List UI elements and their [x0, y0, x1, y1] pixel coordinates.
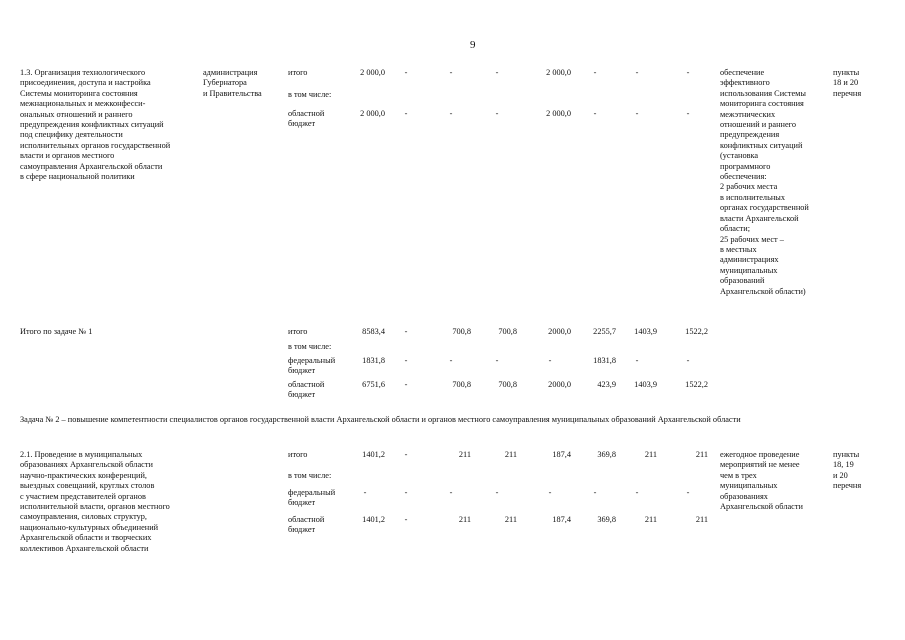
item-1-3-cell: 2 000,0: [360, 109, 385, 118]
total-task-1-cell: 700,8: [498, 380, 517, 389]
item-1-3-cell: -: [404, 109, 408, 118]
item-2-1-cell: 211: [695, 450, 708, 459]
total-task-1-cell: 423,9: [597, 380, 616, 389]
item-1-3-result: обеспечение эффективного использования Системы мониторинга состояния межэтнических отношений и раннего предупреждения конфликтных ситуаций (установка программного обеспечения: 2 рабочих места в исполнительных органах государственной власти Архангельской области; 25 рабочих мест – в местных администрациях муниципальных образований Архангельской области): [720, 68, 809, 296]
total-task-1-cell: 1831,8: [593, 356, 616, 365]
total-task-1-cell: 1831,8: [362, 356, 385, 365]
item-1-3-cell: -: [449, 109, 453, 118]
total-task-1-cell: 700,8: [498, 327, 517, 336]
item-2-1-cell: 369,8: [597, 515, 616, 524]
item-1-3-cell: -: [495, 68, 499, 77]
item-2-1-row-label: в том числе:: [288, 471, 332, 480]
item-2-1-cell: 211: [504, 450, 517, 459]
total-task-1-row-label: федеральный бюджет: [288, 356, 336, 376]
item-1-3-cell: 2 000,0: [546, 109, 571, 118]
item-2-1-cell: -: [404, 488, 408, 497]
item-1-3-cell: 2 000,0: [546, 68, 571, 77]
item-2-1-cell: 1401,2: [362, 450, 385, 459]
item-2-1-description: 2.1. Проведение в муниципальных образованиях Архангельской области научно-практических конференций, выездных совещаний, круглых столов с участием представителей органов исполнительной власти, органов местного самоуправления, силовых структур, национально-культурных объединений Архангельской области и творческих коллективов Архангельской области: [20, 450, 170, 553]
item-1-3-cell: -: [495, 109, 499, 118]
item-2-1-cell: 369,8: [597, 450, 616, 459]
total-task-1-cell: 1403,9: [634, 327, 657, 336]
total-task-1-row-label: в том числе:: [288, 342, 332, 351]
item-2-1-cell: -: [363, 488, 367, 497]
total-task-1-cell: -: [404, 356, 408, 365]
total-task-1-cell: -: [686, 356, 690, 365]
item-2-1-cell: -: [449, 488, 453, 497]
total-task-1-cell: -: [404, 327, 408, 336]
item-1-3-cell: -: [635, 68, 639, 77]
item-1-3-row-label: областной бюджет: [288, 109, 325, 129]
total-task-1-cell: -: [449, 356, 453, 365]
total-task-1-cell: 6751,6: [362, 380, 385, 389]
task-2-heading: Задача № 2 – повышение компетентности специалистов органов государственной власти Архангельской области и органов местного самоуправления муниципальных образований Архангельской области: [20, 415, 741, 424]
total-task-1-cell: 8583,4: [362, 327, 385, 336]
item-1-3-executor: администрация Губернатора и Правительства: [203, 68, 262, 98]
item-2-1-cell: 211: [644, 450, 657, 459]
item-2-1-cell: -: [635, 488, 639, 497]
item-2-1-cell: 211: [458, 515, 471, 524]
item-2-1-row-label: итого: [288, 450, 308, 459]
item-2-1-cell: -: [404, 450, 408, 459]
item-1-3-cell: -: [449, 68, 453, 77]
item-1-3-cell: -: [635, 109, 639, 118]
item-1-3-cell: -: [404, 68, 408, 77]
total-task-1-cell: 2000,0: [548, 327, 571, 336]
total-task-1-cell: 1522,2: [685, 327, 708, 336]
total-task-1-cell: 1522,2: [685, 380, 708, 389]
item-2-1-cell: -: [593, 488, 597, 497]
total-task-1-row-label: областной бюджет: [288, 380, 325, 400]
total-task-1-cell: -: [635, 356, 639, 365]
item-2-1-cell: 1401,2: [362, 515, 385, 524]
total-task-1-cell: 700,8: [452, 380, 471, 389]
total-task-1-cell: -: [404, 380, 408, 389]
item-1-3-row-label: в том числе:: [288, 90, 332, 99]
item-1-3-cell: -: [686, 68, 690, 77]
item-2-1-cell: -: [404, 515, 408, 524]
item-2-1-result: ежегодное проведение мероприятий не менее чем в трех муниципальных образованиях Архангельской области: [720, 450, 803, 512]
total-task-1-label: Итого по задаче № 1: [20, 327, 93, 336]
item-2-1-cell: -: [686, 488, 690, 497]
total-task-1-cell: 2000,0: [548, 380, 571, 389]
item-1-3-cell: 2 000,0: [360, 68, 385, 77]
item-2-1-cell: -: [495, 488, 499, 497]
item-1-3-description: 1.3. Организация технологического присоединения, доступа и настройка Системы мониторинга состояния межнациональных и межконфесси- ональных отношений и раннего предупреждения конфликтных ситуаций под специфику деятельности исполнительных органов государственной власти и органов местного самоуправления Архангельской области в сфере национальной политики: [20, 68, 171, 182]
total-task-1-cell: 700,8: [452, 327, 471, 336]
page-number: 9: [470, 39, 476, 51]
item-2-1-cell: 211: [695, 515, 708, 524]
item-1-3-link: пункты 18 и 20 перечня: [833, 68, 862, 98]
item-2-1-link: пункты 18, 19 и 20 перечня: [833, 450, 862, 491]
item-1-3-cell: -: [593, 68, 597, 77]
total-task-1-row-label: итого: [288, 327, 308, 336]
item-2-1-cell: 211: [458, 450, 471, 459]
item-2-1-cell: -: [548, 488, 552, 497]
item-1-3-row-label: итого: [288, 68, 308, 77]
item-2-1-row-label: областной бюджет: [288, 515, 325, 535]
item-2-1-cell: 211: [644, 515, 657, 524]
item-1-3-cell: -: [686, 109, 690, 118]
total-task-1-cell: -: [548, 356, 552, 365]
total-task-1-cell: 2255,7: [593, 327, 616, 336]
item-2-1-cell: 187,4: [552, 515, 571, 524]
item-1-3-cell: -: [593, 109, 597, 118]
item-2-1-cell: 187,4: [552, 450, 571, 459]
item-2-1-row-label: федеральный бюджет: [288, 488, 336, 508]
item-2-1-cell: 211: [504, 515, 517, 524]
total-task-1-cell: 1403,9: [634, 380, 657, 389]
total-task-1-cell: -: [495, 356, 499, 365]
